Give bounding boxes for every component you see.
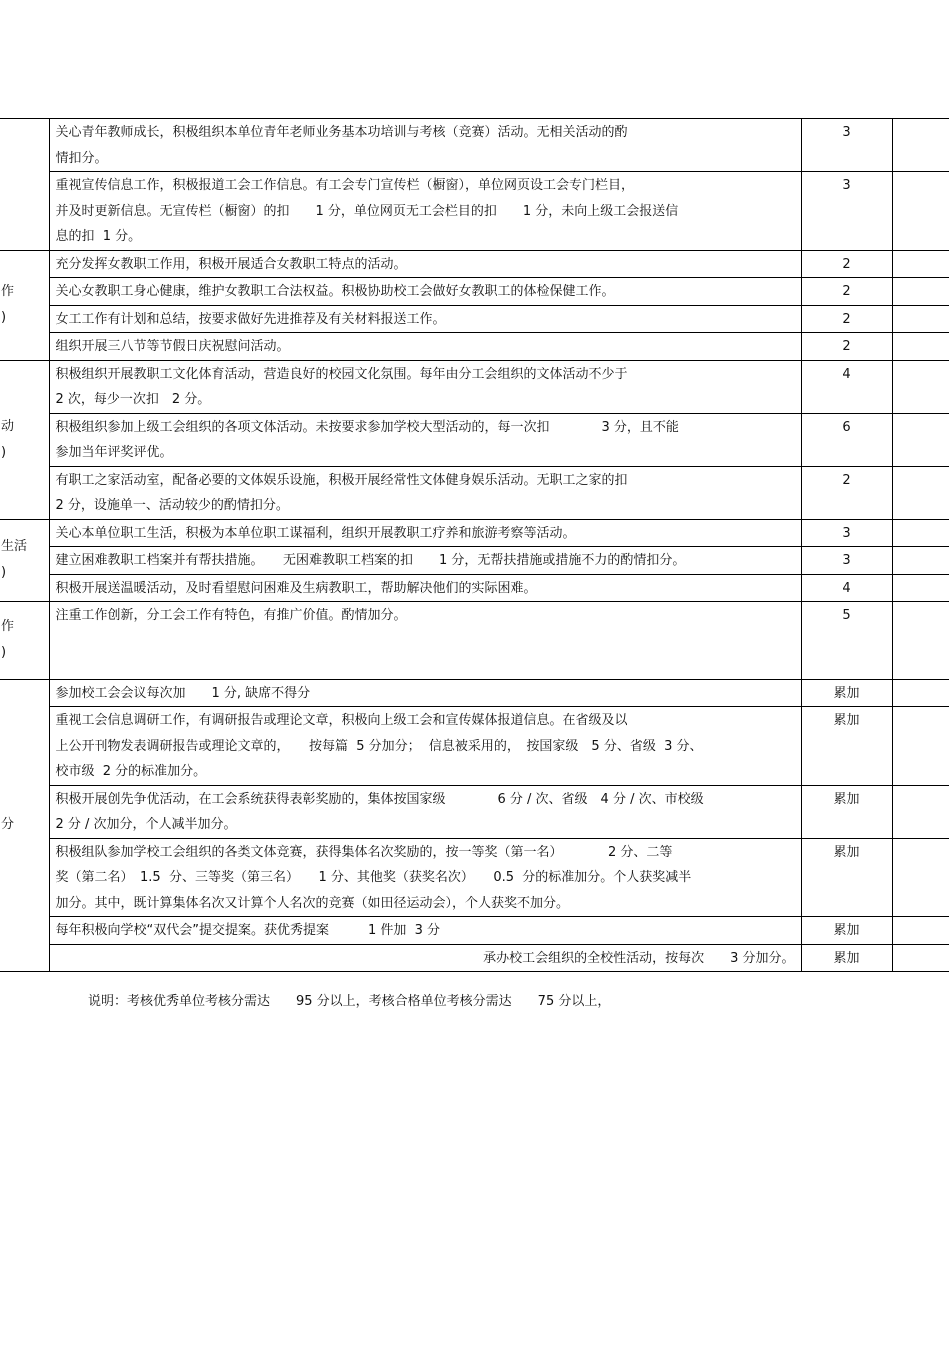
empty-cell [892,602,949,680]
category-label: 作 [1,619,15,635]
category-label: 动 [1,418,15,434]
table-row [0,413,949,466]
empty-cell [892,333,949,361]
empty-cell [892,838,949,917]
score-cell: 3 [801,547,892,575]
criteria-text: 充分发挥女教职工作用，积极开展适合女教职工特点的活动。 [49,250,801,278]
table-row [0,574,949,602]
table-row [0,250,949,278]
criteria-text: 重视宣传信息工作，积极报道工会工作信息。有工会专门宣传栏（橱窗），单位网页设工会专门栏目， 并及时更新信息。无宣传栏（橱窗）的扣 1 分，单位网页无工会栏目的扣 1 分，未向上级工会报送信 息的扣 1 分。 [49,172,801,251]
empty-cell [892,172,949,251]
criteria-text: 组织开展三八节等节假日庆祝慰问活动。 [49,333,801,361]
criteria-text: 女工工作有计划和总结，按要求做好先进推荐及有关材料报送工作。 [49,305,801,333]
assessment-note: 说明：考核优秀单位考核分需达 95 分以上，考核合格单位考核分需达 75 分以上， [88,994,611,1009]
score-cell: 累加 [801,785,892,838]
score-cell: 2 [801,278,892,306]
assessment-table [0,118,949,972]
category-label: 分 [1,817,15,833]
criteria-text: 关心女教职工身心健康，维护女教职工合法权益。积极协助校工会做好女教职工的体检保健工作。 [49,278,801,306]
category-label: 生活 [1,539,28,555]
table-row [0,547,949,575]
empty-cell [892,305,949,333]
criteria-text: 建立困难教职工档案并有帮扶措施。 无困难教职工档案的扣 1 分，无帮扶措施或措施不力的酌情扣分。 [49,547,801,575]
table-row [0,785,949,838]
category-cell [0,119,49,251]
empty-cell [892,679,949,707]
criteria-text: 参加校工会会议每次加 1 分, 缺席不得分 [49,679,801,707]
table-row [0,119,949,172]
table-row [0,360,949,413]
score-cell: 2 [801,305,892,333]
criteria-text: 积极组队参加学校工会组织的各类文体竞赛，获得集体名次奖励的，按一等奖（第一名） 2 分、二等 奖（第二名） 1.5 分、三等奖（第三名） 1 分、其他奖（获奖名次） 0.5 分的标准加分。个人获奖减半 加分。其中，既计算集体名次又计算个人名次的竞赛（如田径运动会），个人获奖不加分。 [49,838,801,917]
criteria-text: 重视工会信息调研工作，有调研报告或理论文章，积极向上级工会和宣传媒体报道信息。在省级及以 上公开刊物发表调研报告或理论文章的， 按每篇 5 分加分； 信息被采用的， 按国家级 5 分、省级 3 分、 校市级 2 分的标准加分。 [49,707,801,786]
category-cell [0,250,49,360]
criteria-text: 积极开展创先争优活动，在工会系统获得表彰奖励的，集体按国家级 6 分 / 次、省级 4 分 / 次、市校级 2 分 / 次加分，个人减半加分。 [49,785,801,838]
category-cell [0,519,49,602]
table-row [0,305,949,333]
criteria-text: 关心青年教师成长，积极组织本单位青年老师业务基本功培训与考核（竞赛）活动。无相关活动的酌 情扣分。 [49,119,801,172]
criteria-text: 每年积极向学校“双代会”提交提案。获优秀提案 1 件加 3 分 [49,917,801,945]
score-cell: 3 [801,119,892,172]
score-cell: 6 [801,413,892,466]
category-cell [0,679,49,972]
empty-cell [892,785,949,838]
criteria-text: 注重工作创新，分工会工作有特色，有推广价值。酌情加分。 [49,602,801,680]
empty-cell [892,574,949,602]
category-label: ) [1,444,7,460]
table-row [0,917,949,945]
category-label: ) [1,565,7,581]
criteria-text: 积极组织参加上级工会组织的各项文体活动。未按要求参加学校大型活动的，每一次扣 3 分，且不能 参加当年评奖评优。 [49,413,801,466]
empty-cell [892,917,949,945]
table-row [0,707,949,786]
criteria-text: 有职工之家活动室，配备必要的文体娱乐设施，积极开展经常性文体健身娱乐活动。无职工之家的扣 2 分，设施单一、活动较少的酌情扣分。 [49,466,801,519]
score-cell: 3 [801,519,892,547]
table-row [0,278,949,306]
empty-cell [892,707,949,786]
table-row [0,519,949,547]
table-row [0,602,949,680]
empty-cell [892,250,949,278]
category-label: 作 [1,284,15,299]
empty-cell [892,119,949,172]
score-cell: 累加 [801,838,892,917]
empty-cell [892,944,949,972]
table-row [0,944,949,972]
score-cell: 累加 [801,707,892,786]
score-cell: 累加 [801,679,892,707]
table-row [0,838,949,917]
empty-cell [892,519,949,547]
assessment-table-body [0,119,949,972]
category-label: ) [1,310,7,325]
score-cell: 5 [801,602,892,680]
criteria-text: 积极开展送温暖活动，及时看望慰问困难及生病教职工，帮助解决他们的实际困难。 [49,574,801,602]
criteria-text: 关心本单位职工生活，积极为本单位职工谋福利，组织开展教职工疗养和旅游考察等活动。 [49,519,801,547]
category-cell [0,602,49,680]
score-cell: 4 [801,574,892,602]
score-cell: 3 [801,172,892,251]
empty-cell [892,413,949,466]
score-cell: 累加 [801,944,892,972]
score-cell: 累加 [801,917,892,945]
table-row [0,333,949,361]
category-cell [0,360,49,519]
table-row [0,172,949,251]
score-cell: 2 [801,250,892,278]
criteria-text: 承办校工会组织的全校性活动，按每次 3 分加分。 [49,944,801,972]
empty-cell [892,547,949,575]
empty-cell [892,278,949,306]
empty-cell [892,466,949,519]
criteria-text: 积极组织开展教职工文化体育活动，营造良好的校园文化氛围。每年由分工会组织的文体活动不少于 2 次，每少一次扣 2 分。 [49,360,801,413]
empty-cell [892,360,949,413]
score-cell: 2 [801,466,892,519]
table-row [0,466,949,519]
score-cell: 2 [801,333,892,361]
category-label: ) [1,645,7,661]
score-cell: 4 [801,360,892,413]
table-row [0,679,949,707]
